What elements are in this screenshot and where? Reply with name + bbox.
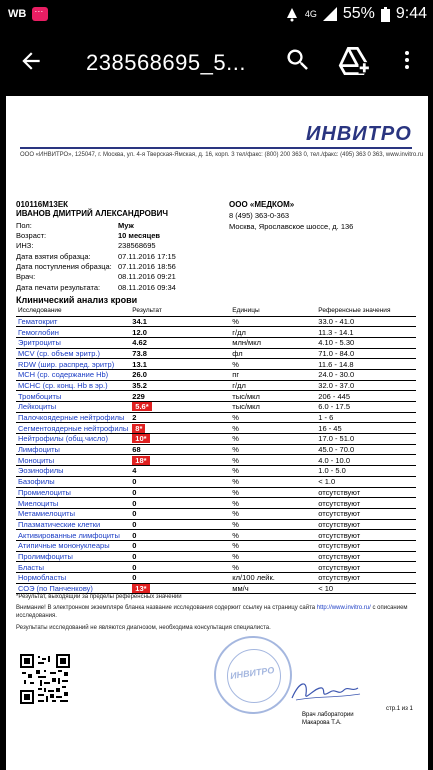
test-name-link[interactable]: Плазматические клетки — [16, 519, 130, 530]
abnormal-result-badge: 8* — [132, 424, 145, 433]
alarm-icon — [285, 6, 299, 22]
app-toolbar — [0, 30, 433, 96]
info-label: Пол: — [16, 221, 32, 230]
test-unit: фл — [230, 348, 316, 359]
table-row — [16, 476, 416, 487]
test-result: 0 — [130, 530, 230, 541]
test-unit: % — [230, 444, 316, 455]
table-row — [16, 508, 416, 519]
header-result: Результат — [130, 306, 230, 316]
test-reference: 206 - 445 — [316, 391, 416, 402]
doctor-title: Врач лаборатории — [302, 712, 354, 718]
table-row — [16, 327, 416, 338]
table-row — [16, 519, 416, 530]
test-result: 0 — [130, 498, 230, 509]
footnote-disclaimer: Результаты исследований не являются диагнозом, необходима консультация специалиста. — [16, 625, 271, 631]
test-name-link[interactable]: Эритроциты — [16, 337, 130, 348]
table-row — [16, 466, 416, 477]
table-row — [16, 391, 416, 402]
info-value: 08.11.2016 09:21 — [118, 272, 176, 281]
header-divider — [20, 147, 412, 149]
test-reference: 17.0 - 51.0 — [316, 434, 416, 445]
test-reference: 24.0 - 30.0 — [316, 369, 416, 380]
footnote-text: Внимание! В электронном экземпляре бланка название исследования содержит ссылку на страницу сайта — [16, 605, 317, 611]
test-reference: < 1.0 — [316, 476, 416, 487]
test-reference: 71.0 - 84.0 — [316, 348, 416, 359]
lab-name: ООО «МЕДКОМ» — [229, 200, 295, 209]
info-label: Возраст: — [16, 231, 47, 240]
table-row — [16, 455, 416, 466]
info-label: ИНЗ: — [16, 241, 34, 250]
test-result: 73.8 — [130, 348, 230, 359]
test-unit: млн/мкл — [230, 337, 316, 348]
test-reference: отсутствуют — [316, 573, 416, 584]
test-reference: отсутствуют — [316, 530, 416, 541]
invitro-logo: ИНВИТРО — [306, 123, 412, 145]
header-ref: Референсные значения — [316, 306, 416, 316]
table-row — [16, 434, 416, 445]
test-result: 4.62 — [130, 337, 230, 348]
test-result: 34.1 — [130, 316, 230, 327]
test-unit: % — [230, 519, 316, 530]
header-address: ООО «ИНВИТРО», 125047, г. Москва, ул. 4-я Тверская-Ямская, д. 16, корп. 3 тел/факс: (800) 200 363 0, тел./факс: (495) 363 0 363, www.invitro.ru — [20, 152, 424, 158]
lab-address: Москва, Ярославское шоссе, д. 136 — [229, 222, 354, 231]
table-row — [16, 380, 416, 391]
test-unit: % — [230, 455, 316, 466]
table-row — [16, 359, 416, 370]
test-name-link[interactable]: Базофилы — [16, 476, 130, 487]
test-reference: 1.0 - 5.0 — [316, 466, 416, 477]
test-result — [130, 402, 230, 413]
test-name-link[interactable]: Эозинофилы — [16, 466, 130, 477]
test-reference: 4.0 - 10.0 — [316, 455, 416, 466]
test-name-link[interactable]: MCH (ср. содержание Hb) — [16, 369, 130, 380]
signal-icon — [323, 7, 337, 21]
test-name-link[interactable]: MCHC (ср. конц. Hb в эр.) — [16, 380, 130, 391]
test-reference: отсутствуют — [316, 508, 416, 519]
table-row — [16, 498, 416, 509]
results-table — [16, 306, 416, 594]
battery-level: 55% — [342, 5, 375, 22]
test-reference: 11.6 - 14.8 — [316, 359, 416, 370]
test-name-link[interactable]: Лейкоциты — [16, 402, 130, 413]
test-reference: 33.0 - 41.0 — [316, 316, 416, 327]
test-unit: пг — [230, 369, 316, 380]
test-unit: мм/ч — [230, 583, 316, 594]
test-name-link[interactable]: Моноциты — [16, 455, 130, 466]
status-bar — [0, 0, 433, 30]
table-row — [16, 444, 416, 455]
info-label: Врач: — [16, 272, 36, 281]
test-result: 0 — [130, 487, 230, 498]
footnote-text: с описанием исследования. — [16, 605, 408, 619]
test-unit: % — [230, 498, 316, 509]
info-label: Дата поступления образца: — [16, 262, 112, 271]
info-value: 07.11.2016 18:56 — [118, 262, 176, 271]
table-header-row — [16, 306, 416, 316]
test-result: 4 — [130, 466, 230, 477]
test-unit: % — [230, 551, 316, 562]
test-name-link[interactable]: Сегментоядерные нейтрофилы — [18, 423, 129, 433]
info-value: 10 месяцев — [118, 231, 160, 240]
test-unit: кл/100 лейк. — [230, 573, 316, 584]
test-unit: % — [230, 434, 316, 445]
test-result: 0 — [130, 476, 230, 487]
test-result — [130, 423, 230, 434]
test-result: 26.0 — [130, 369, 230, 380]
patient-code: 010116М13ЕК — [16, 200, 69, 209]
test-result: 229 — [130, 391, 230, 402]
test-unit: % — [230, 412, 316, 423]
test-unit: % — [230, 540, 316, 551]
test-reference: 45.0 - 70.0 — [316, 444, 416, 455]
stamp-text: ИНВИТРО — [229, 664, 275, 682]
table-row — [16, 562, 416, 573]
lab-stamp — [214, 636, 292, 714]
doctor-name: Макарова Т.А. — [302, 720, 342, 726]
battery-icon — [381, 7, 390, 22]
table-row — [16, 540, 416, 551]
test-reference: 4.10 - 5.30 — [316, 337, 416, 348]
test-unit: г/дл — [230, 327, 316, 338]
test-result: 0 — [130, 573, 230, 584]
test-result: 12.0 — [130, 327, 230, 338]
test-name-link[interactable]: Метамиелоциты — [16, 508, 130, 519]
test-reference: 11.3 - 14.1 — [316, 327, 416, 338]
table-row — [16, 530, 416, 541]
pdf-page[interactable] — [6, 96, 428, 770]
abnormal-result-badge: 5.6* — [132, 402, 151, 411]
test-unit: тыс/мкл — [230, 402, 316, 413]
test-reference: < 10 — [316, 583, 416, 594]
info-label: Дата взятия образца: — [16, 252, 91, 261]
test-unit: г/дл — [230, 380, 316, 391]
invitro-link[interactable]: http://www.invitro.ru/ — [316, 605, 371, 611]
network-type: 4G — [304, 9, 317, 19]
test-name-link[interactable]: Нейтрофилы (общ.число) — [16, 434, 130, 445]
test-unit: % — [230, 316, 316, 327]
test-reference: 6.0 - 17.5 — [316, 402, 416, 413]
table-row — [16, 487, 416, 498]
wb-notification-icon: WB — [8, 8, 27, 20]
test-name-link[interactable]: Атипичные мононуклеары — [16, 540, 130, 551]
info-value: 238568695 — [118, 241, 156, 250]
clock: 9:44 — [395, 5, 427, 22]
qr-code-icon — [20, 654, 70, 704]
test-unit: % — [230, 487, 316, 498]
test-name-link[interactable]: MCV (ср. объем эритр.) — [16, 348, 130, 359]
test-reference: отсутствуют — [316, 540, 416, 551]
test-name-link[interactable]: Активированные лимфоциты — [16, 530, 130, 541]
info-label: Дата печати результата: — [16, 283, 101, 292]
test-unit: % — [230, 508, 316, 519]
table-row — [16, 369, 416, 380]
test-name-link[interactable]: СОЭ (по Панченкову) — [16, 583, 130, 594]
table-row — [16, 412, 416, 423]
table-row — [16, 402, 416, 413]
test-name-link[interactable]: Лимфоциты — [16, 444, 130, 455]
table-row — [16, 337, 416, 348]
header-unit: Единицы — [230, 306, 316, 316]
test-result: 35.2 — [130, 380, 230, 391]
more-vert-icon[interactable] — [395, 46, 419, 74]
test-result: 0 — [130, 540, 230, 551]
lab-phone: 8 (495) 363-0-363 — [229, 211, 290, 220]
test-name-link[interactable]: Бласты — [16, 562, 130, 573]
test-name-link[interactable]: Пролимфоциты — [16, 551, 130, 562]
test-unit: % — [230, 476, 316, 487]
test-reference: отсутствуют — [316, 562, 416, 573]
test-name-link[interactable]: Миелоциты — [16, 498, 130, 509]
test-name-link[interactable]: Нормобласты — [16, 573, 130, 584]
test-result — [130, 434, 230, 445]
info-value: 07.11.2016 17:15 — [118, 252, 176, 261]
abnormal-result-badge: 18* — [132, 456, 149, 465]
abnormal-result-badge: 13* — [132, 584, 149, 593]
test-result: 0 — [130, 551, 230, 562]
document-title: 238568695_5... — [86, 50, 246, 75]
test-reference: 16 - 45 — [316, 423, 416, 434]
test-result: 2 — [130, 412, 230, 423]
test-reference: отсутствуют — [316, 551, 416, 562]
abnormal-result-badge: 10* — [132, 434, 149, 443]
test-result: 0 — [130, 508, 230, 519]
footnote-link-note — [16, 604, 416, 620]
test-reference: 32.0 - 37.0 — [316, 380, 416, 391]
search-icon[interactable] — [284, 46, 312, 74]
test-reference: 1 - 6 — [316, 412, 416, 423]
section-title: Клинический анализ крови — [16, 295, 138, 305]
table-row — [16, 551, 416, 562]
test-name-link[interactable]: Гемоглобин — [16, 327, 130, 338]
test-name-link[interactable]: Тромбоциты — [16, 391, 130, 402]
table-row — [16, 348, 416, 359]
test-unit: тыс/мкл — [230, 391, 316, 402]
table-row — [16, 316, 416, 327]
arrow-left-icon[interactable] — [18, 48, 44, 74]
test-reference: отсутствуют — [316, 487, 416, 498]
test-name-link[interactable]: Гематокрит — [16, 316, 130, 327]
test-unit: % — [230, 530, 316, 541]
test-name-link[interactable]: Промиелоциты — [16, 487, 130, 498]
test-unit: % — [230, 423, 316, 434]
test-name-link[interactable]: RDW (шир. распред. эритр) — [16, 359, 130, 370]
header-name: Исследование — [16, 306, 130, 316]
test-unit: % — [230, 466, 316, 477]
test-reference: отсутствуют — [316, 498, 416, 509]
test-result — [130, 455, 230, 466]
page-number: стр.1 из 1 — [386, 706, 413, 712]
test-result: 13.1 — [130, 359, 230, 370]
test-reference: отсутствуют — [316, 519, 416, 530]
patient-name: ИВАНОВ ДМИТРИЙ АЛЕКСАНДРОВИЧ — [16, 209, 168, 218]
test-unit: % — [230, 359, 316, 370]
test-result: 0 — [130, 519, 230, 530]
app-notification-icon — [32, 7, 48, 21]
test-result: 68 — [130, 444, 230, 455]
info-value: 08.11.2016 09:34 — [118, 283, 176, 292]
test-unit: % — [230, 562, 316, 573]
table-row — [16, 423, 416, 434]
add-to-drive-icon[interactable] — [338, 46, 370, 76]
test-name-link[interactable]: Палочкоядерные нейтрофилы — [16, 412, 130, 423]
table-row — [16, 573, 416, 584]
test-result: 0 — [130, 562, 230, 573]
footnote-flag: *Результат, выходящий за пределы референсных значений — [16, 594, 182, 600]
info-value: Муж — [118, 221, 134, 230]
signature-icon — [286, 676, 366, 706]
